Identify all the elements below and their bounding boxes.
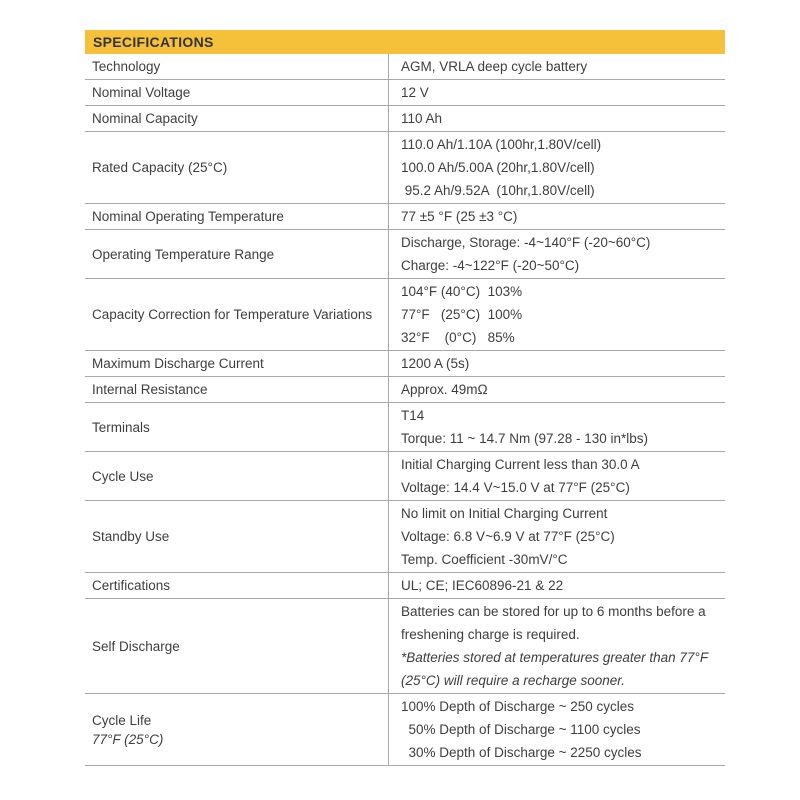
- spec-label-cell: [85, 279, 388, 350]
- table-row: [85, 80, 725, 106]
- spec-value-cell: [388, 54, 725, 79]
- spec-label-cell: [85, 230, 388, 278]
- spec-value: Initial Charging Current less than 30.0 A: [401, 457, 640, 472]
- spec-value: Temp. Coefficient -30mV/°C: [401, 552, 568, 567]
- table-row: [85, 501, 725, 573]
- spec-value: 77 ±5 °F (25 ±3 °C): [401, 209, 518, 224]
- spec-label-cell: [85, 351, 388, 376]
- spec-value-cell: [388, 452, 725, 500]
- spec-value-cell: [388, 230, 725, 278]
- spec-value: *Batteries stored at temperatures greater than 77°F (25°C) will require a recharge sooner.: [401, 650, 712, 688]
- spec-value-cell: [388, 106, 725, 131]
- table-row: [85, 132, 725, 204]
- table-row: [85, 377, 725, 403]
- spec-value-cell: [388, 599, 725, 693]
- spec-value: 100% Depth of Discharge ~ 250 cycles: [401, 699, 635, 714]
- spec-label: Standby Use: [92, 529, 170, 544]
- spec-value-cell: [388, 204, 725, 229]
- spec-label: Maximum Discharge Current: [92, 356, 264, 371]
- spec-label-cell: [85, 132, 388, 203]
- spec-value: T14: [401, 408, 425, 423]
- spec-label-cell: [85, 573, 388, 598]
- spec-rows: [85, 54, 725, 766]
- spec-value: 12 V: [401, 85, 429, 100]
- spec-label: Certifications: [92, 578, 171, 593]
- spec-value: Charge: -4~122°F (-20~50°C): [401, 258, 580, 273]
- spec-value-cell: [388, 501, 725, 572]
- table-row: [85, 573, 725, 599]
- spec-value: 50% Depth of Discharge ~ 1100 cycles: [401, 722, 641, 737]
- specifications-table: [85, 30, 725, 766]
- spec-label-cell: [85, 452, 388, 500]
- spec-value-cell: [388, 403, 725, 451]
- spec-label: Operating Temperature Range: [92, 246, 275, 262]
- spec-label-cell: [85, 377, 388, 402]
- spec-label-cell: [85, 204, 388, 229]
- spec-label: Capacity Correction for Temperature Variations: [92, 307, 373, 322]
- spec-value-cell: [388, 80, 725, 105]
- table-row: [85, 351, 725, 377]
- spec-label: Nominal Voltage: [92, 85, 191, 100]
- spec-value: Discharge, Storage: -4~140°F (-20~60°C): [401, 235, 651, 250]
- spec-label-cell: [85, 54, 388, 79]
- spec-label: Rated Capacity (25°C): [92, 160, 228, 175]
- spec-label: Cycle Life: [92, 712, 152, 728]
- spec-value: 77°F (25°C) 100%: [401, 307, 523, 322]
- spec-value-cell: [388, 279, 725, 350]
- spec-label: Internal Resistance: [92, 382, 208, 397]
- spec-value: AGM, VRLA deep cycle battery: [401, 59, 588, 74]
- table-row: [85, 204, 725, 230]
- spec-value: 100.0 Ah/5.00A (20hr,1.80V/cell): [401, 160, 595, 175]
- table-row: [85, 599, 725, 694]
- spec-label-cell: [85, 599, 388, 693]
- spec-label-cell: [85, 106, 388, 131]
- spec-value: Torque: 11 ~ 14.7 Nm (97.28 - 130 in*lbs): [401, 431, 649, 446]
- spec-label-cell: [85, 694, 388, 765]
- spec-label: Terminals: [92, 419, 150, 435]
- spec-value: Batteries can be stored for up to 6 months before a freshening charge is required.: [401, 604, 710, 642]
- spec-value: 30% Depth of Discharge ~ 2250 cycles: [401, 745, 642, 760]
- spec-value-cell: [388, 351, 725, 376]
- spec-label: Self Discharge: [92, 638, 180, 654]
- table-row: [85, 106, 725, 132]
- specifications-header: [85, 30, 725, 54]
- spec-label-cell: [85, 501, 388, 572]
- spec-value: 32°F (0°C) 85%: [401, 330, 515, 345]
- spec-value: Approx. 49mΩ: [401, 382, 488, 397]
- spec-label: Nominal Capacity: [92, 111, 198, 126]
- spec-label: Cycle Use: [92, 468, 154, 484]
- table-row: [85, 452, 725, 501]
- spec-label-cell: [85, 80, 388, 105]
- spec-label-note: 77°F (25°C): [92, 731, 164, 747]
- table-row: [85, 403, 725, 452]
- spec-value: 104°F (40°C) 103%: [401, 284, 523, 299]
- spec-value-cell: [388, 573, 725, 598]
- spec-value: Voltage: 6.8 V~6.9 V at 77°F (25°C): [401, 529, 615, 544]
- spec-value: 1200 A (5s): [401, 356, 470, 371]
- table-row: [85, 694, 725, 766]
- spec-value-cell: [388, 377, 725, 402]
- spec-value: 95.2 Ah/9.52A (10hr,1.80V/cell): [401, 183, 595, 198]
- spec-value: UL; CE; IEC60896-21 & 22: [401, 578, 564, 593]
- spec-label: Nominal Operating Temperature: [92, 209, 284, 224]
- spec-value: 110 Ah: [401, 111, 443, 126]
- spec-value-cell: [388, 694, 725, 765]
- table-row: [85, 230, 725, 279]
- table-row: [85, 279, 725, 351]
- spec-value: Voltage: 14.4 V~15.0 V at 77°F (25°C): [401, 480, 630, 495]
- spec-value: 110.0 Ah/1.10A (100hr,1.80V/cell): [401, 137, 602, 152]
- specifications-title: SPECIFICATIONS: [93, 34, 214, 50]
- spec-value-cell: [388, 132, 725, 203]
- spec-label: Technology: [92, 59, 161, 74]
- spec-value: No limit on Initial Charging Current: [401, 506, 608, 521]
- table-row: [85, 54, 725, 80]
- spec-label-cell: [85, 403, 388, 451]
